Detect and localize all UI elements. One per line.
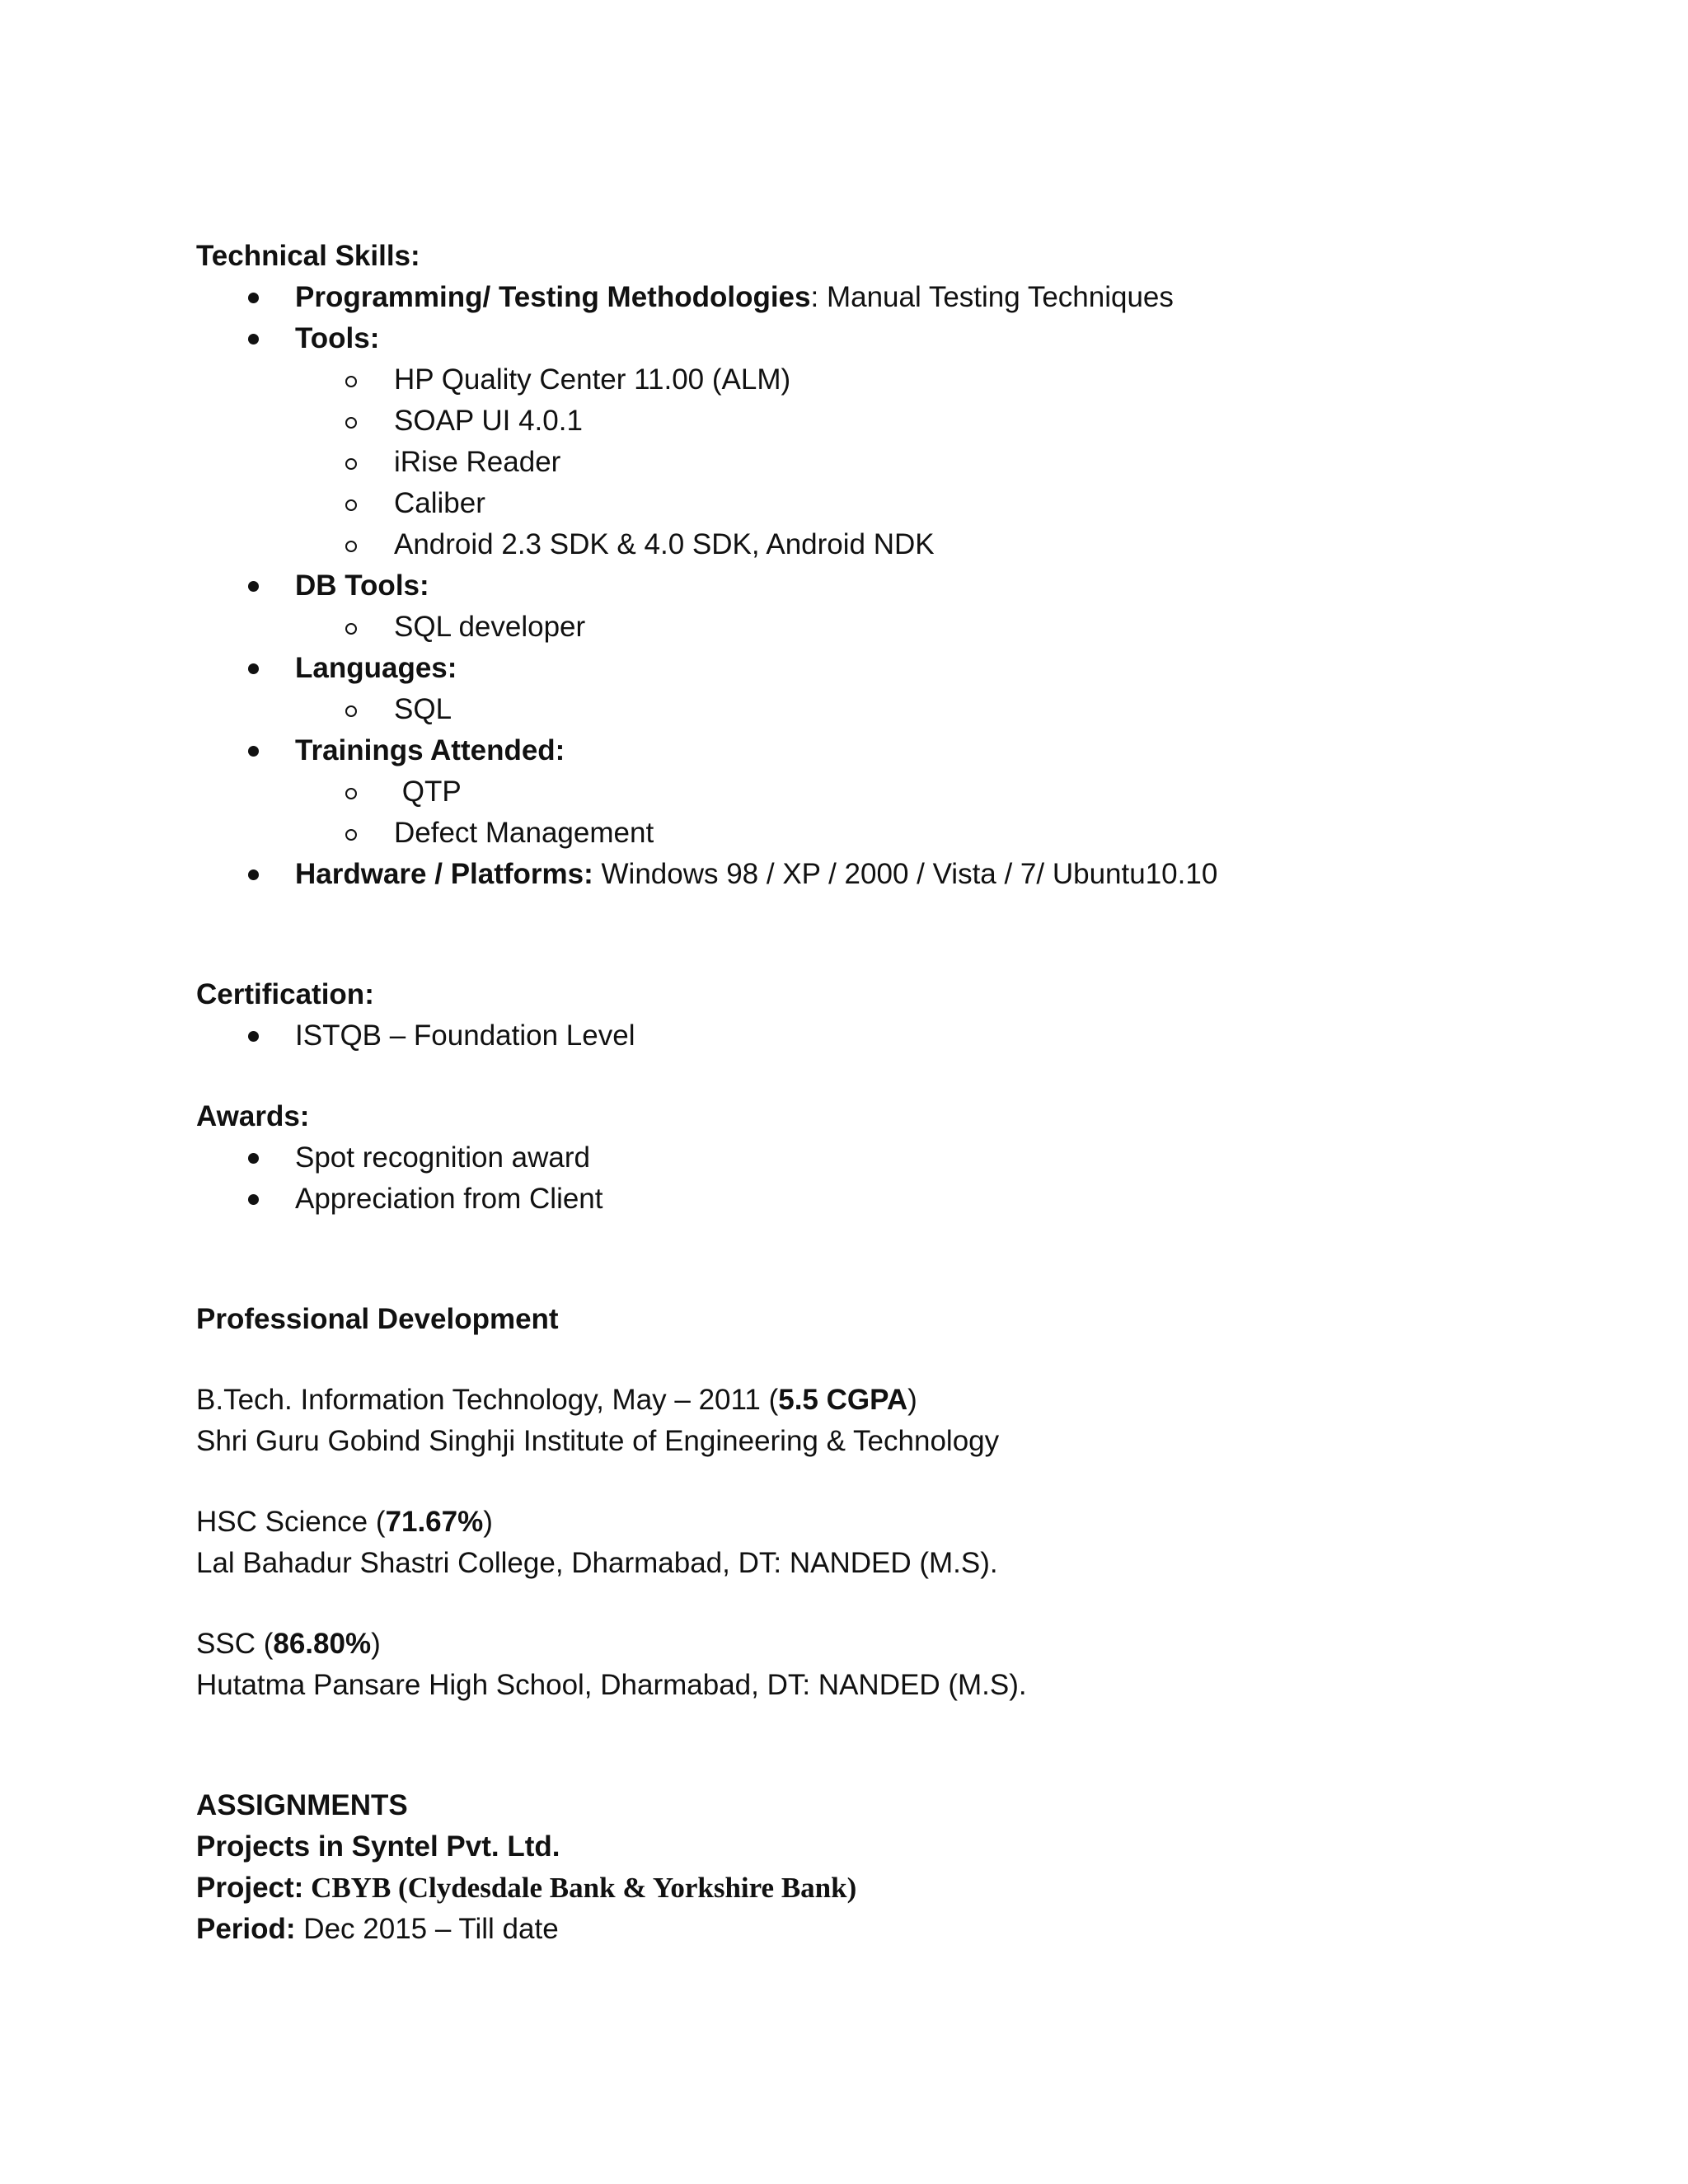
period-value: Dec 2015 – Till date (295, 1913, 559, 1945)
programming-label: Programming/ Testing Methodologies (295, 281, 811, 313)
awards-heading: Awards: (196, 1100, 310, 1132)
professional-development-heading: Professional Development (196, 1303, 559, 1335)
training-item (196, 771, 1556, 813)
tools-label: Tools: (295, 322, 380, 354)
assignments-subheading: Projects in Syntel Pvt. Ltd. (196, 1830, 560, 1863)
technical-skills-section (196, 236, 1556, 895)
db-tools-label: DB Tools: (295, 569, 429, 602)
award-item: Appreciation from Client (196, 1179, 1556, 1220)
awards-section (196, 1096, 1556, 1220)
trainings-label: Trainings Attended: (295, 734, 565, 766)
btech-degree (196, 1380, 1556, 1421)
hsc-degree (196, 1502, 1556, 1543)
hardware-label: Hardware / Platforms: (295, 858, 593, 890)
btech-suffix: ) (907, 1384, 917, 1416)
certification-section (196, 974, 1556, 1057)
professional-development-section (196, 1299, 1556, 1706)
training-text: QTP (394, 776, 462, 808)
btech-prefix: B.Tech. Information Technology, May – 2011 ( (196, 1384, 779, 1416)
hsc-institute: Lal Bahadur Shastri College, Dharmabad, DT: NANDED (M.S). (196, 1547, 998, 1579)
certification-list (196, 1015, 1556, 1057)
certification-item: ISTQB – Foundation Level (196, 1015, 1556, 1057)
ssc-prefix: SSC ( (196, 1628, 274, 1660)
tool-item: SOAP UI 4.0.1 (196, 401, 1556, 442)
db-tools-sublist (196, 607, 1556, 648)
resume-page (196, 236, 1556, 1950)
btech-score: 5.5 CGPA (778, 1384, 908, 1416)
skill-hardware (196, 854, 1556, 895)
project-label: Project: (196, 1872, 304, 1904)
ssc-suffix: ) (371, 1628, 381, 1660)
tool-item: Caliber (196, 483, 1556, 524)
award-item: Spot recognition award (196, 1137, 1556, 1179)
tool-item: HP Quality Center 11.00 (ALM) (196, 359, 1556, 401)
tools-sublist (196, 359, 1556, 565)
ssc-institute: Hutatma Pansare High School, Dharmabad, DT: NANDED (M.S). (196, 1669, 1027, 1701)
tools-sublist-wrap (196, 359, 1556, 565)
trainings-sublist (196, 771, 1556, 854)
languages-sublist (196, 689, 1556, 730)
hsc-prefix: HSC Science ( (196, 1506, 386, 1538)
programming-value: Manual Testing Techniques (818, 281, 1174, 313)
db-tool-item: SQL developer (196, 607, 1556, 648)
assignments-heading: ASSIGNMENTS (196, 1789, 408, 1821)
btech-institute: Shri Guru Gobind Singhji Institute of Engineering & Technology (196, 1425, 1000, 1457)
skill-db-tools (196, 565, 1556, 607)
period-label: Period: (196, 1913, 296, 1945)
language-item: SQL (196, 689, 1556, 730)
tool-item: iRise Reader (196, 442, 1556, 483)
languages-label: Languages: (295, 652, 457, 684)
programming-sep: : (810, 281, 819, 313)
period-line (196, 1909, 1556, 1950)
assignments-section (196, 1785, 1556, 1950)
hsc-suffix: ) (483, 1506, 493, 1538)
languages-sublist-wrap (196, 689, 1556, 730)
project-value: CBYB (Clydesdale Bank & Yorkshire Bank) (303, 1872, 857, 1904)
awards-list (196, 1137, 1556, 1220)
technical-skills-list (196, 277, 1556, 895)
tool-item: Android 2.3 SDK & 4.0 SDK, Android NDK (196, 524, 1556, 565)
skill-tools (196, 318, 1556, 359)
skill-programming (196, 277, 1556, 318)
skill-trainings (196, 730, 1556, 771)
ssc-score: 86.80% (273, 1628, 372, 1660)
trainings-sublist-wrap (196, 771, 1556, 854)
certification-heading: Certification: (196, 978, 374, 1010)
technical-skills-heading: Technical Skills: (196, 240, 420, 272)
ssc-degree (196, 1624, 1556, 1665)
db-tools-sublist-wrap (196, 607, 1556, 648)
training-item: Defect Management (196, 813, 1556, 854)
skill-languages (196, 648, 1556, 689)
project-line (196, 1868, 1556, 1909)
hardware-value: Windows 98 / XP / 2000 / Vista / 7/ Ubuntu10.10 (593, 858, 1218, 890)
hsc-score: 71.67% (385, 1506, 484, 1538)
